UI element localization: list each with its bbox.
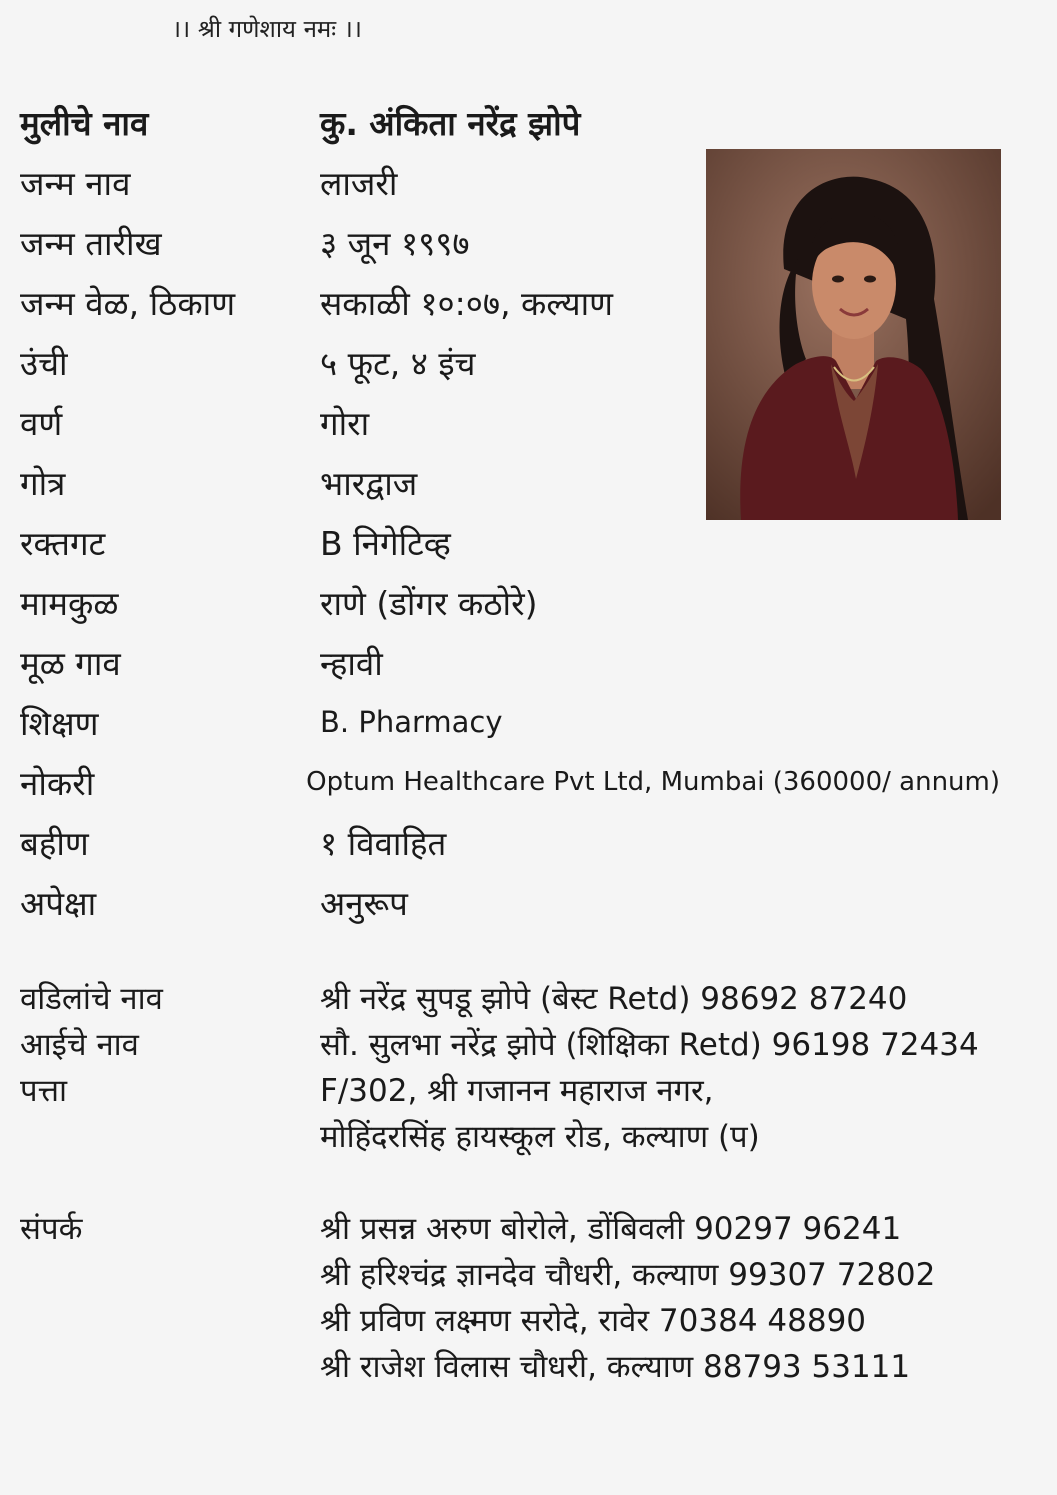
height-label: उंची <box>20 343 68 383</box>
family-labels <box>20 975 320 1113</box>
birth-time-place-label: जन्म वेळ, ठिकाण <box>20 283 236 323</box>
maternal-family-value: राणे (डोंगर कठोरे) <box>320 583 538 623</box>
education-value: B. Pharmacy <box>320 705 503 739</box>
complexion-value: गोरा <box>320 403 370 443</box>
father-label: वडिलांचे नाव <box>20 981 163 1017</box>
maternal-family-label: मामकुळ <box>20 583 119 623</box>
mother-value: सौ. सुलभा नरेंद्र झोपे (शिक्षिका Retd) 96198 72434 <box>320 1027 979 1063</box>
contact-person-1: श्री प्रसन्न अरुण बोरोले, डोंबिवली 90297 96241 <box>320 1211 902 1247</box>
name-label: मुलीचे नाव <box>20 103 149 143</box>
left-eye <box>832 276 844 283</box>
address-line-2: मोहिंदरसिंह हायस्कूल रोड, कल्याण (प) <box>320 1119 760 1155</box>
blood-group-label: रक्तगट <box>20 523 106 563</box>
birth-time-place-value: सकाळी १०:०७, कल्याण <box>320 283 614 323</box>
row-maternal-family <box>20 574 1000 630</box>
contact-person-4: श्री राजेश विलास चौधरी, कल्याण 88793 53111 <box>320 1349 911 1385</box>
family-values <box>320 975 979 1159</box>
portrait-photo <box>706 149 1001 520</box>
portrait-illustration <box>706 149 1001 520</box>
mother-label: आईचे नाव <box>20 1027 139 1063</box>
job-value: Optum Healthcare Pvt Ltd, Mumbai (360000/ annum) <box>306 767 1000 797</box>
expectation-value: अनुरूप <box>320 883 408 923</box>
sister-label: बहीण <box>20 823 89 863</box>
row-native-village <box>20 634 1000 690</box>
contacts-values <box>320 1205 935 1389</box>
education-label: शिक्षण <box>20 703 99 743</box>
row-job <box>20 754 1000 810</box>
contacts-label: संपर्क <box>20 1211 83 1247</box>
page-header: ।। श्री गणेशाय नमः ।। <box>172 15 362 43</box>
job-label: नोकरी <box>20 763 95 803</box>
right-eye <box>864 276 876 283</box>
gotra-label: गोत्र <box>20 463 66 503</box>
blood-group-value: B निगेटिव्ह <box>320 523 451 563</box>
birth-date-label: जन्म तारीख <box>20 223 162 263</box>
row-name <box>20 94 1000 150</box>
birth-name-value: लाजरी <box>320 163 398 203</box>
father-value: श्री नरेंद्र सुपडू झोपे (बेस्ट Retd) 98692 87240 <box>320 981 908 1017</box>
address-line-1: F/302, श्री गजानन महाराज नगर, <box>320 1073 714 1109</box>
native-village-value: न्हावी <box>320 643 383 683</box>
expectation-label: अपेक्षा <box>20 883 97 923</box>
birth-date-value: ३ जून १९९७ <box>320 223 470 263</box>
complexion-label: वर्ण <box>20 403 63 443</box>
contact-person-3: श्री प्रविण लक्ष्मण सरोदे, रावेर 70384 48890 <box>320 1303 867 1339</box>
address-label: पत्ता <box>20 1073 68 1109</box>
birth-name-label: जन्म नाव <box>20 163 131 203</box>
sister-value: १ विवाहित <box>320 823 447 863</box>
contact-person-2: श्री हरिश्चंद्र ज्ञानदेव चौधरी, कल्याण 99307 72802 <box>320 1257 936 1293</box>
row-blood-group <box>20 514 1000 570</box>
contacts-labels <box>20 1205 320 1251</box>
name-value: कु. अंकिता नरेंद्र झोपे <box>320 103 581 143</box>
gotra-value: भारद्वाज <box>320 463 418 503</box>
height-value: ५ फूट, ४ इंच <box>320 343 476 383</box>
row-expectation <box>20 874 1000 930</box>
row-sister <box>20 814 1000 870</box>
row-education <box>20 694 1000 750</box>
native-village-label: मूळ गाव <box>20 643 121 683</box>
